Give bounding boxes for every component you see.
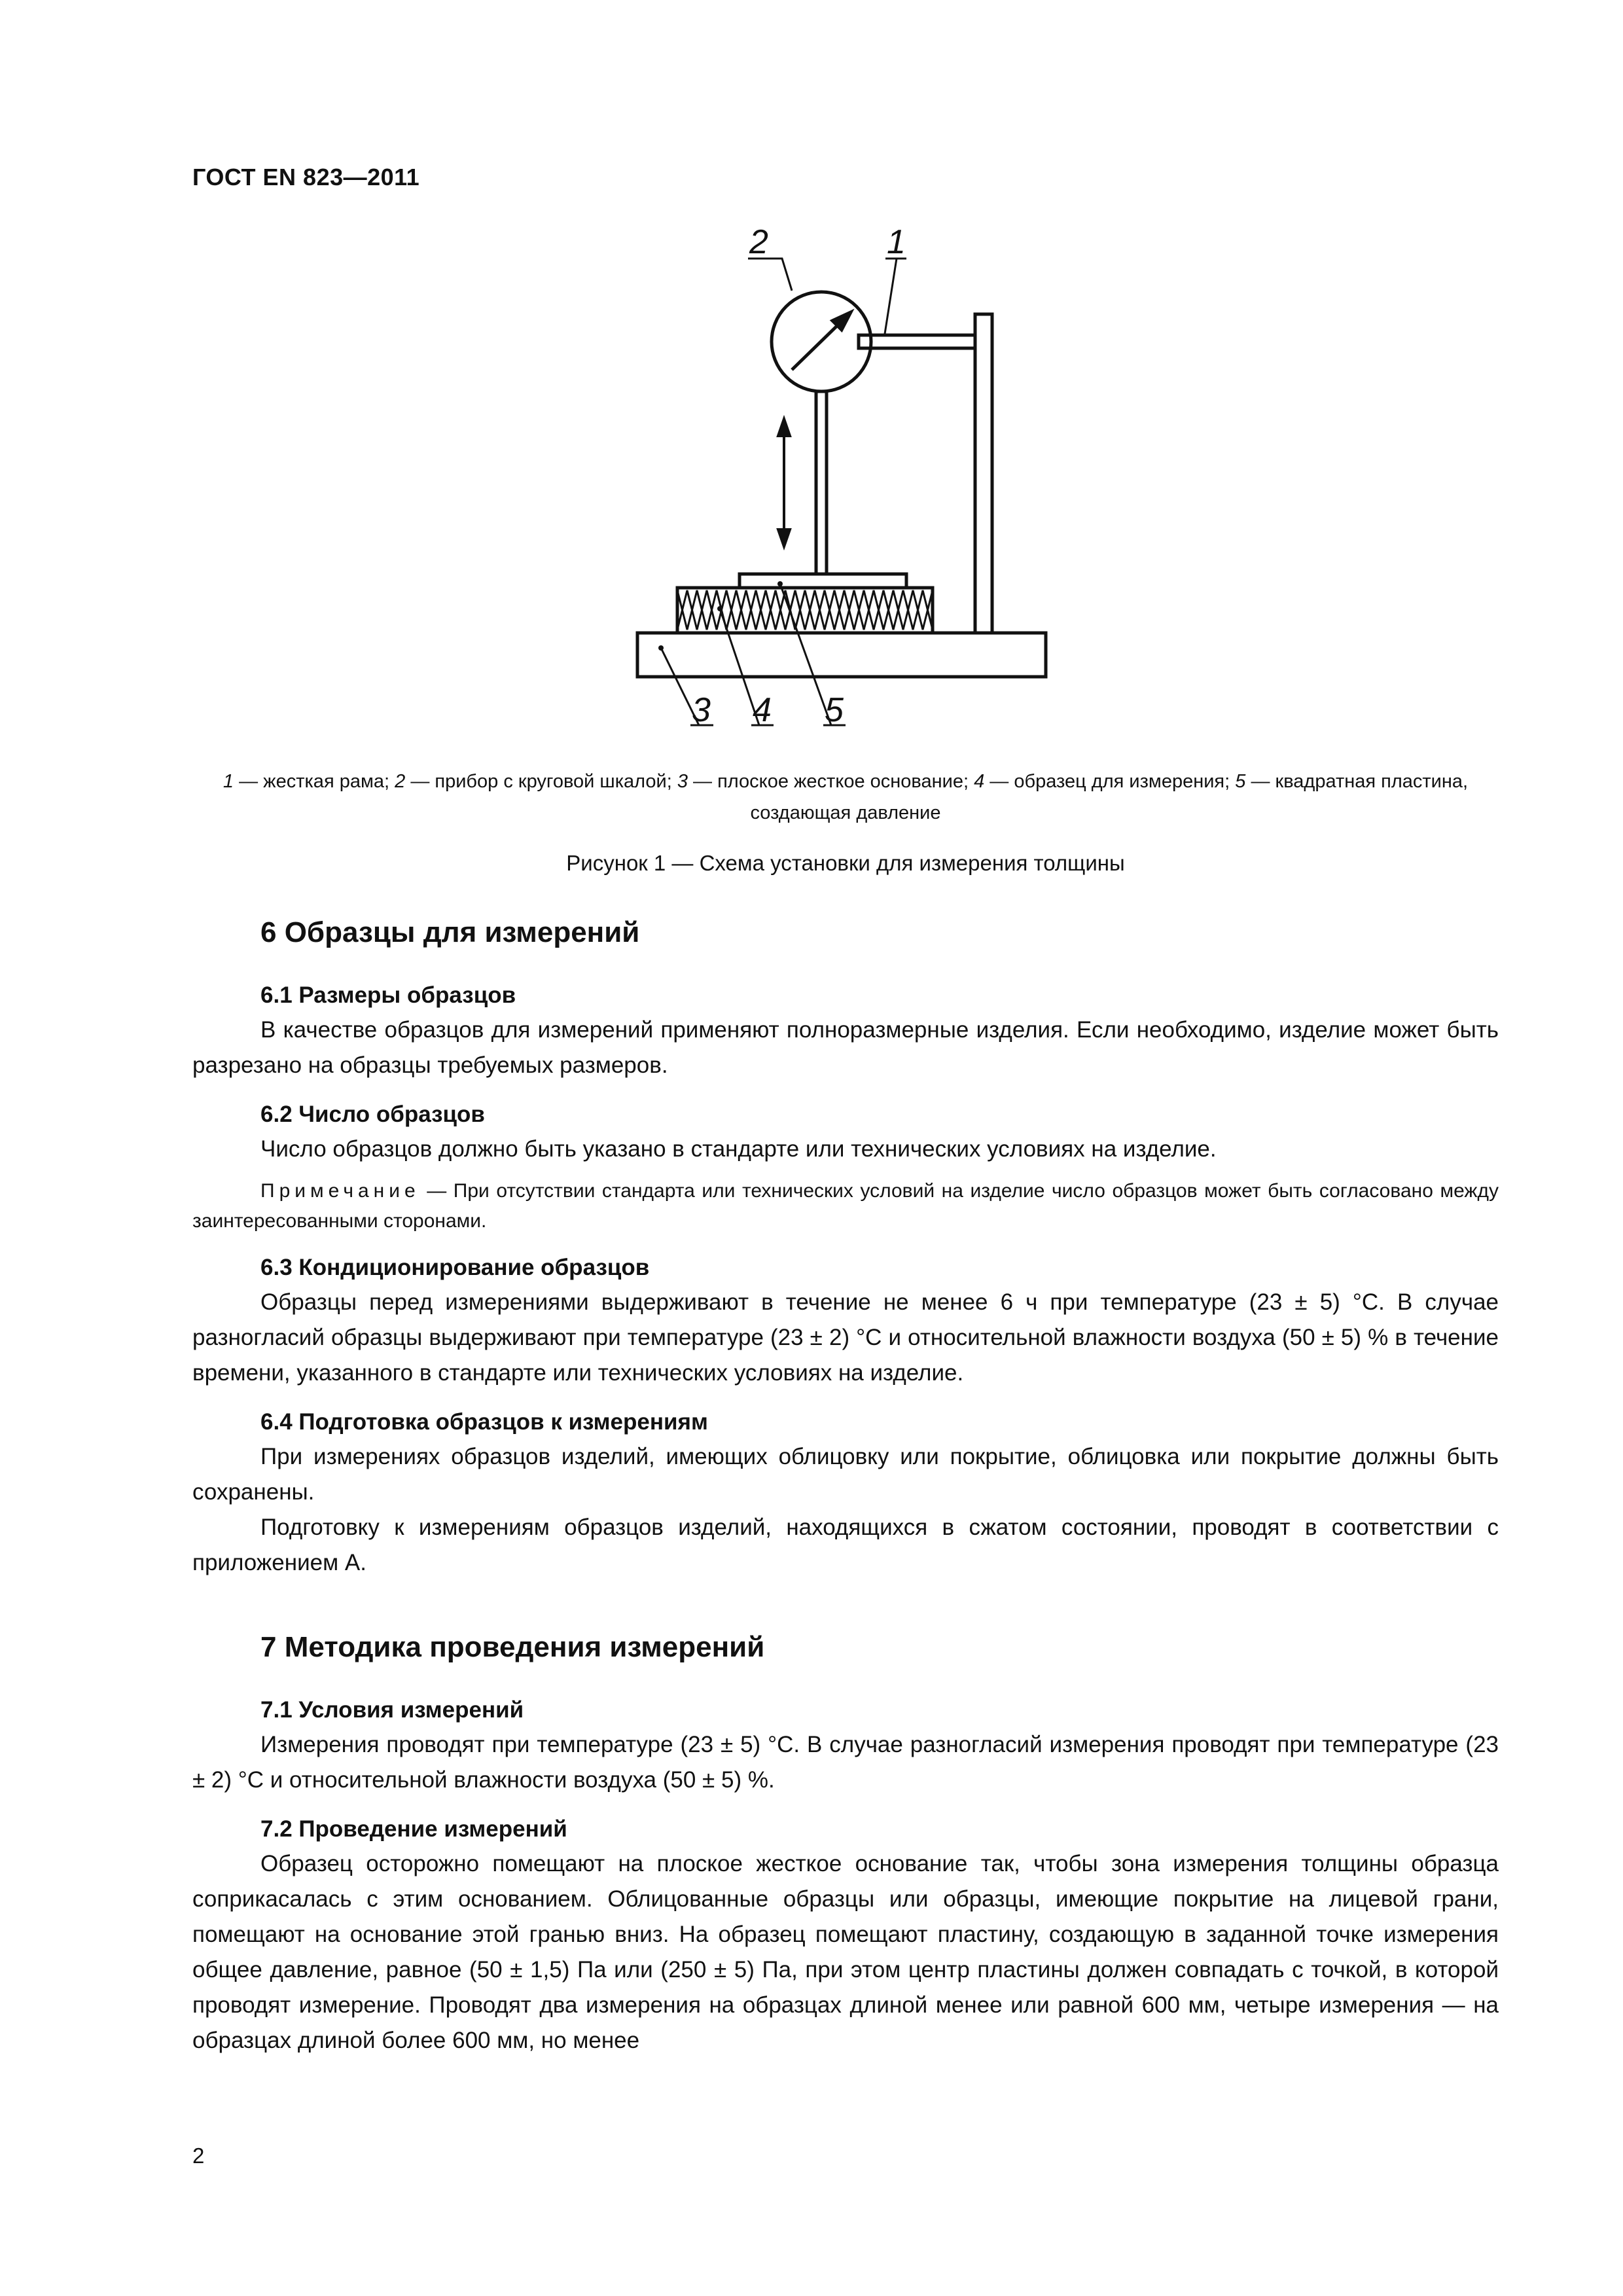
figure-measurement-setup [628,223,1086,746]
measurement-setup-diagram [628,223,1086,746]
section-6-title: 6 Образцы для измерений [260,916,640,948]
main-content [192,913,1499,2058]
frame-post [975,314,992,633]
subsection-6-1-title: 6.1 Размеры образцов [260,982,516,1008]
paragraph-6-4-a: При измерениях образцов изделий, имеющих облицовку или покрытие, облицовка или покрытие должны быть сохранены. [192,1444,1499,1505]
running-head-standard-id: ГОСТ EN 823—2011 [192,164,420,190]
subsection-7-2-title: 7.2 Проведение измерений [260,1816,567,1842]
paragraph-6-4-b: Подготовку к измерениям образцов изделий, находящихся в сжатом состоянии, проводят в соответствии с приложением А. [192,1515,1499,1575]
paragraph-7-2: Образец осторожно помещают на плоское жесткое основание так, чтобы зона измерения толщины образца соприкасалась с этим основанием. Облицованные образцы или образцы, имеющие покрытие на лицевой грани, помещают на основание этой гранью вниз. На образец помещают пластину, создающую в заданной точке измерения общее давление, равное (50 ± 1,5) Па или (250 ± 5) Па, при этом центр пластины должен совпадать с точкой, в которой проводят измерение. Проводят два измерения на образцах длиной менее или равной 600 мм, четыре измерения — на образцах длиной более 600 мм, но менее [192,1851,1499,2053]
leader-2 [772,259,792,291]
subsection-7-1-title: 7.1 Условия измерений [260,1697,524,1723]
base-plate [637,633,1046,677]
legend-4-text: — образец для измерения; [984,771,1236,792]
figure-caption: Рисунок 1 — Схема установки для измерения толщины [566,851,1125,875]
subsection-6-3-title: 6.3 Кондиционирование образцов [260,1255,650,1280]
callout-3: 3 [692,691,711,729]
legend-1-text: — жесткая рама; [234,771,395,792]
pressure-plate [740,574,906,588]
paragraph-6-1: В качестве образцов для измерений применяют полноразмерные изделия. Если необходимо, изделие может быть разрезано на образцы требуемых размеров. [192,1017,1499,1078]
legend-2-text: — прибор с круговой шкалой; [405,771,677,792]
legend-5-num: 5 [1235,771,1246,792]
legend-5-text: — квадратная пластина, создающая давление [750,771,1469,823]
page-number: 2 [192,2144,205,2168]
paragraph-6-3: Образцы перед измерениями выдерживают в течение не менее 6 ч при температуре (23 ± 5) °С. В случае разногласий образцы выдерживают при температуре (23 ± 2) °С и относительной влажности воздуха (50 ± 5) % в течение времени, указанного в стандарте или технических условиях на изделие. [192,1289,1499,1386]
paragraph-6-2: Число образцов должно быть указано в стандарте или технических условиях на изделие. [260,1136,1217,1162]
callout-2: 2 [749,223,768,261]
movement-double-arrow [778,419,790,547]
callout-1: 1 [887,223,906,261]
note-6-2 [192,1176,1499,1236]
figure-legend [192,766,1499,829]
legend-3-text: — плоское жесткое основание; [687,771,974,792]
frame-arm [859,335,975,348]
legend-3-num: 3 [677,771,688,792]
note-label: Примечание [260,1180,420,1202]
subsection-6-4-title: 6.4 Подготовка образцов к измерениям [260,1409,708,1435]
leader-1 [885,259,906,334]
subsection-6-2-title: 6.2 Число образцов [260,1102,485,1127]
legend-1-num: 1 [223,771,234,792]
callout-5: 5 [825,691,844,729]
legend-2-num: 2 [395,771,406,792]
specimen-hatching [677,590,933,630]
section-7-title: 7 Методика проведения измерений [260,1631,765,1663]
gauge-spindle [816,391,827,574]
note-text: — При отсутствии стандарта или технических условий на изделие число образцов может быть согласовано между заинтересованными сторонами. [192,1180,1499,1232]
dial-needle [792,322,841,370]
callout-4: 4 [753,691,772,729]
legend-4-num: 4 [974,771,985,792]
paragraph-7-1: Измерения проводят при температуре (23 ± 5) °С. В случае разногласий измерения проводят при температуре (23 ± 2) °С и относительной влажности воздуха (50 ± 5) %. [192,1732,1499,1793]
